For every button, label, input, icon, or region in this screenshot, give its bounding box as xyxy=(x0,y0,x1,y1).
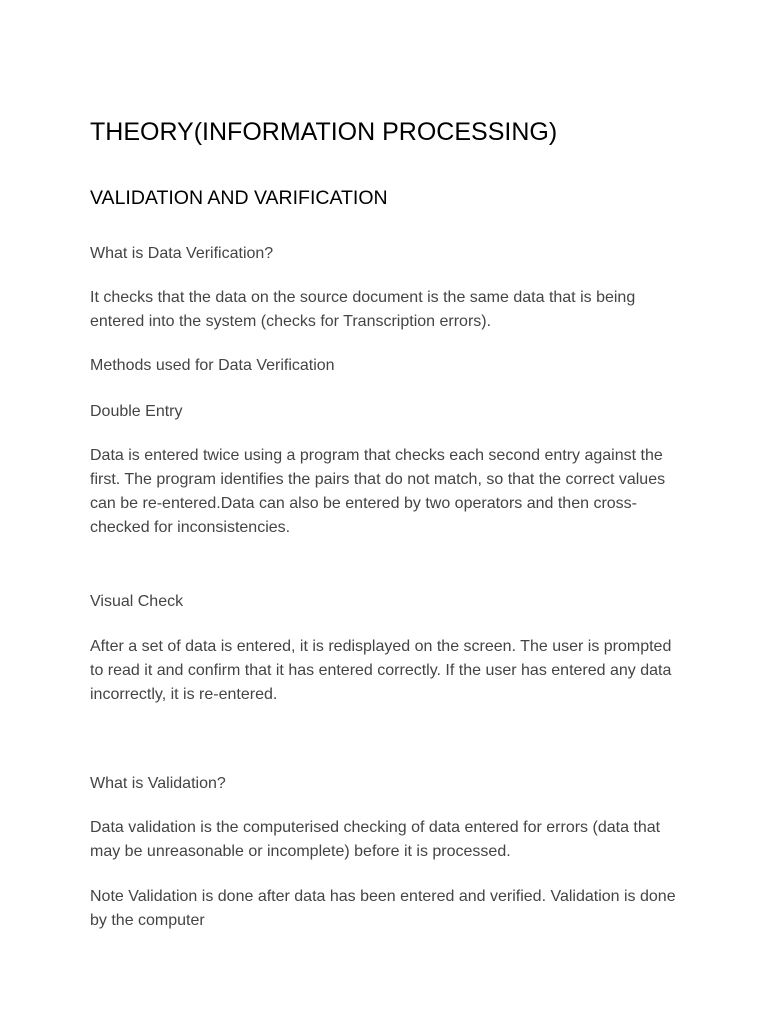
paragraph-double-entry-heading: Double Entry xyxy=(90,403,183,420)
paragraph-validation-definition: Data validation is the computerised checking of data entered for errors (data that may be unreasonable or incomplete) before it is processed. xyxy=(90,819,661,860)
paragraph-double-entry-body: Data is entered twice using a program that checks each second entry against the first. The program identifies the pairs that do not match, so that the correct values can be re-entered.Data can also be entered by two operators and then cross-checked for inconsistencies. xyxy=(90,447,666,536)
paragraph-visual-check-body: After a set of data is entered, it is redisplayed on the screen. The user is prompted to read it and confirm that it has entered correctly. If the user has entered any data incorrectly, it is re-entered. xyxy=(90,638,672,703)
question-heading-validation: What is Validation? xyxy=(90,775,226,792)
paragraph-methods-heading: Methods used for Data Verification xyxy=(90,357,335,374)
section-heading: VALIDATION AND VARIFICATION xyxy=(90,187,388,209)
paragraph-verification-definition: It checks that the data on the source document is the same data that is being entered into the system (checks for Transcription errors). xyxy=(90,289,636,330)
paragraph-visual-check-heading: Visual Check xyxy=(90,593,184,610)
question-heading-verification: What is Data Verification? xyxy=(90,245,274,262)
paragraph-validation-note: Note Validation is done after data has been entered and verified. Validation is done by the computer xyxy=(90,888,676,929)
document-title: THEORY(INFORMATION PROCESSING) xyxy=(90,118,558,146)
